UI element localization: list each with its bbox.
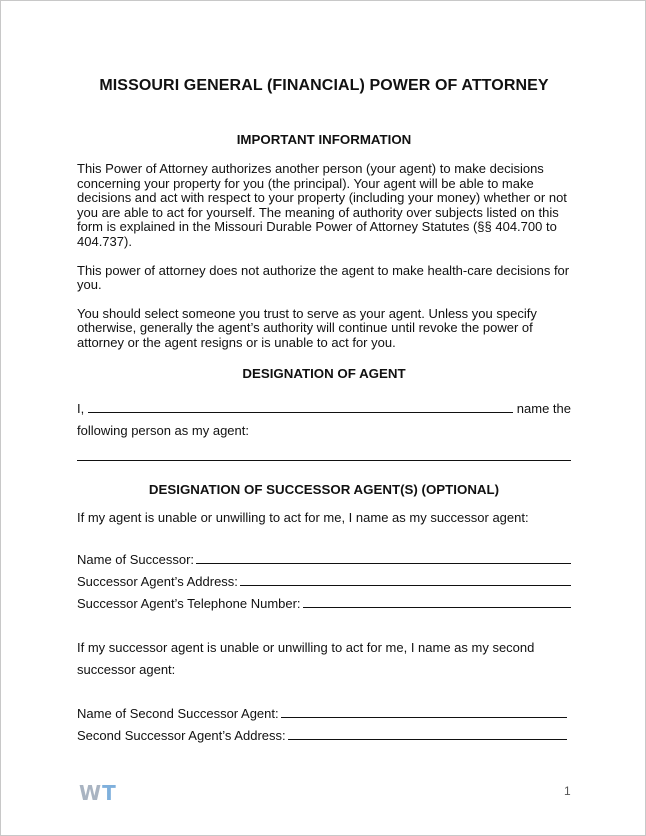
second-successor-intro-line2: successor agent:	[77, 661, 176, 677]
agent-principal-line	[77, 398, 571, 420]
agent-line2: following person as my agent:	[77, 422, 249, 438]
second-successor-address-label: Second Successor Agent’s Address:	[77, 727, 286, 743]
successor-agent-heading: DESIGNATION OF SUCCESSOR AGENT(S) (OPTIONAL)	[148, 481, 500, 497]
second-successor-name-row	[77, 703, 571, 725]
second-successor-intro-line1: If my successor agent is unable or unwilling to act for me, I name as my second	[77, 639, 535, 655]
important-information-heading: IMPORTANT INFORMATION	[236, 132, 412, 147]
successor-name-field[interactable]	[196, 551, 571, 564]
wt-logo	[79, 781, 117, 805]
paragraph-select-agent: You should select someone you trust to serve as your agent. Unless you specify otherwise, generally the agent’s authority will continue until revoke the power of attorney or the agent resigns or is unable to act for you.	[77, 305, 537, 350]
paragraph-authorization: This Power of Attorney authorizes another person (your agent) to make decisions concerning your property for you (the principal). Your agent will be able to make decisions and act with respect to your property (including your money) whether or not you are able to act for yourself. The meaning of authority over subjects listed on this form is explained in the Missouri Durable Power of Attorney Statutes (§§ 404.700 to 404.737).	[77, 161, 567, 249]
document-content	[77, 76, 571, 747]
successor-name-label: Name of Successor:	[77, 551, 195, 567]
successor-telephone-row	[77, 593, 571, 615]
successor-address-row	[77, 571, 571, 593]
successor-name-row	[77, 549, 571, 571]
paragraph-health-care: This power of attorney does not authorize the agent to make health-care decisions for you.	[77, 262, 570, 293]
principal-name-field[interactable]	[88, 400, 513, 413]
page-number: 1	[564, 784, 571, 798]
second-successor-name-label: Name of Second Successor Agent:	[77, 705, 279, 721]
second-successor-name-field[interactable]	[281, 705, 567, 718]
successor-intro: If my agent is unable or unwilling to act for me, I name as my successor agent:	[77, 509, 529, 525]
successor-address-field[interactable]	[240, 573, 571, 586]
agent-prefix: I,	[77, 400, 85, 416]
second-successor-address-row	[77, 725, 571, 747]
designation-of-agent-heading: DESIGNATION OF AGENT	[242, 365, 406, 381]
successor-telephone-field[interactable]	[303, 595, 571, 608]
successor-telephone-label: Successor Agent’s Telephone Number:	[77, 595, 301, 611]
agent-suffix: name the	[516, 400, 571, 416]
document-title: MISSOURI GENERAL (FINANCIAL) POWER OF ATTORNEY	[99, 77, 549, 94]
logo-letter-w: W	[79, 781, 103, 805]
second-successor-address-field[interactable]	[288, 727, 567, 740]
successor-address-label: Successor Agent’s Address:	[77, 573, 238, 589]
logo-letter-t: T	[102, 781, 117, 805]
